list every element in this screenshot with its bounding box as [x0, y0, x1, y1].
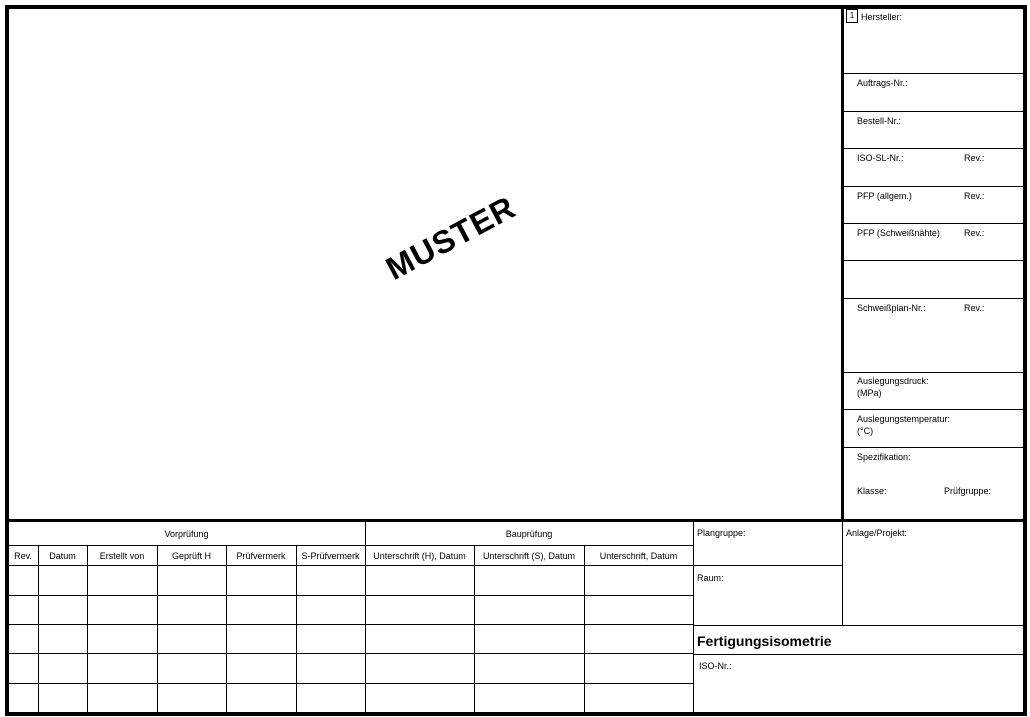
table-row-line: [8, 624, 693, 625]
auslegungstemperatur-unit: (°C): [857, 426, 874, 436]
rp-line: [844, 372, 1024, 373]
table-row-line: [8, 683, 693, 684]
sheet-number-badge: 1: [846, 9, 858, 23]
iso-sl-rev-label: Rev.:: [964, 153, 985, 163]
auftrags-nr-label: Auftrags-Nr.:: [857, 78, 908, 88]
rp-line: [844, 409, 1024, 410]
muster-watermark: MUSTER: [380, 188, 522, 287]
baupruefung-header: Bauprüfung: [505, 529, 553, 539]
pfp-allgem-rev-label: Rev.:: [964, 191, 985, 201]
col-header-unterschrift: Unterschrift, Datum: [599, 551, 678, 561]
schweissplan-nr-label: Schweißplan-Nr.:: [857, 303, 926, 313]
rp-line: [844, 148, 1024, 149]
table-row-line: [8, 653, 693, 654]
rp-line: [844, 260, 1024, 261]
auslegungsdruck-label: Auslegungsdruck:: [857, 376, 929, 386]
bestell-nr-label: Bestell-Nr.:: [857, 116, 902, 126]
col-header-unterschrift-h: Unterschrift (H), Datum: [373, 551, 466, 561]
col-header-rev: Rev.: [14, 551, 32, 561]
col-header-geprueft-h: Geprüft H: [171, 551, 211, 561]
table-row-line: [8, 595, 693, 596]
table-col-line: [87, 545, 88, 714]
anlage-projekt-label: Anlage/Projekt:: [846, 528, 908, 538]
pfp-schweiss-rev-label: Rev.:: [964, 228, 985, 238]
spezifikation-label: Spezifikation:: [857, 452, 911, 462]
table-col-line: [38, 545, 39, 714]
auslegungsdruck-unit: (MPa): [857, 388, 882, 398]
klasse-label: Klasse:: [857, 486, 887, 496]
col-header-s-pruefvermerk: S-Prüfvermerk: [301, 551, 360, 561]
table-col-line: [474, 545, 475, 714]
plangruppe-label: Plangruppe:: [697, 528, 746, 538]
rp-line: [844, 73, 1024, 74]
iso-nr-line: [693, 654, 1024, 655]
raum-label: Raum:: [697, 573, 724, 583]
plangruppe-line: [693, 565, 842, 566]
drawing-area-divider: [841, 5, 844, 522]
column-header-line: [8, 565, 693, 566]
col-header-unterschrift-s: Unterschrift (S), Datum: [482, 551, 576, 561]
rp-line: [844, 447, 1024, 448]
info-divider: [842, 522, 843, 625]
rp-line: [844, 298, 1024, 299]
col-header-erstellt-von: Erstellt von: [99, 551, 145, 561]
table-right-edge: [693, 522, 694, 714]
rp-line: [844, 186, 1024, 187]
table-col-line: [296, 545, 297, 714]
col-header-pruefvermerk: Prüfvermerk: [236, 551, 286, 561]
document-title: Fertigungsisometrie: [697, 633, 832, 649]
auslegungstemperatur-label: Auslegungstemperatur:: [857, 414, 951, 424]
rp-line: [844, 223, 1024, 224]
rp-line: [844, 111, 1024, 112]
pruefgruppe-label: Prüfgruppe:: [944, 486, 992, 496]
table-col-line: [584, 545, 585, 714]
iso-nr-label: ISO-Nr.:: [699, 661, 732, 671]
col-header-datum: Datum: [49, 551, 76, 561]
info-title-line: [693, 625, 1024, 626]
table-col-line: [157, 545, 158, 714]
hersteller-label: Hersteller:: [861, 12, 903, 22]
schweissplan-rev-label: Rev.:: [964, 303, 985, 313]
title-block-divider: [5, 519, 1027, 522]
iso-sl-nr-label: ISO-SL-Nr.:: [857, 153, 904, 163]
group-header-line: [8, 545, 693, 546]
pfp-allgem-label: PFP (allgem.): [857, 191, 912, 201]
table-col-line: [226, 545, 227, 714]
pfp-schweiss-label: PFP (Schweißnähte): [857, 228, 940, 238]
vorpruefung-header: Vorprüfung: [164, 529, 209, 539]
